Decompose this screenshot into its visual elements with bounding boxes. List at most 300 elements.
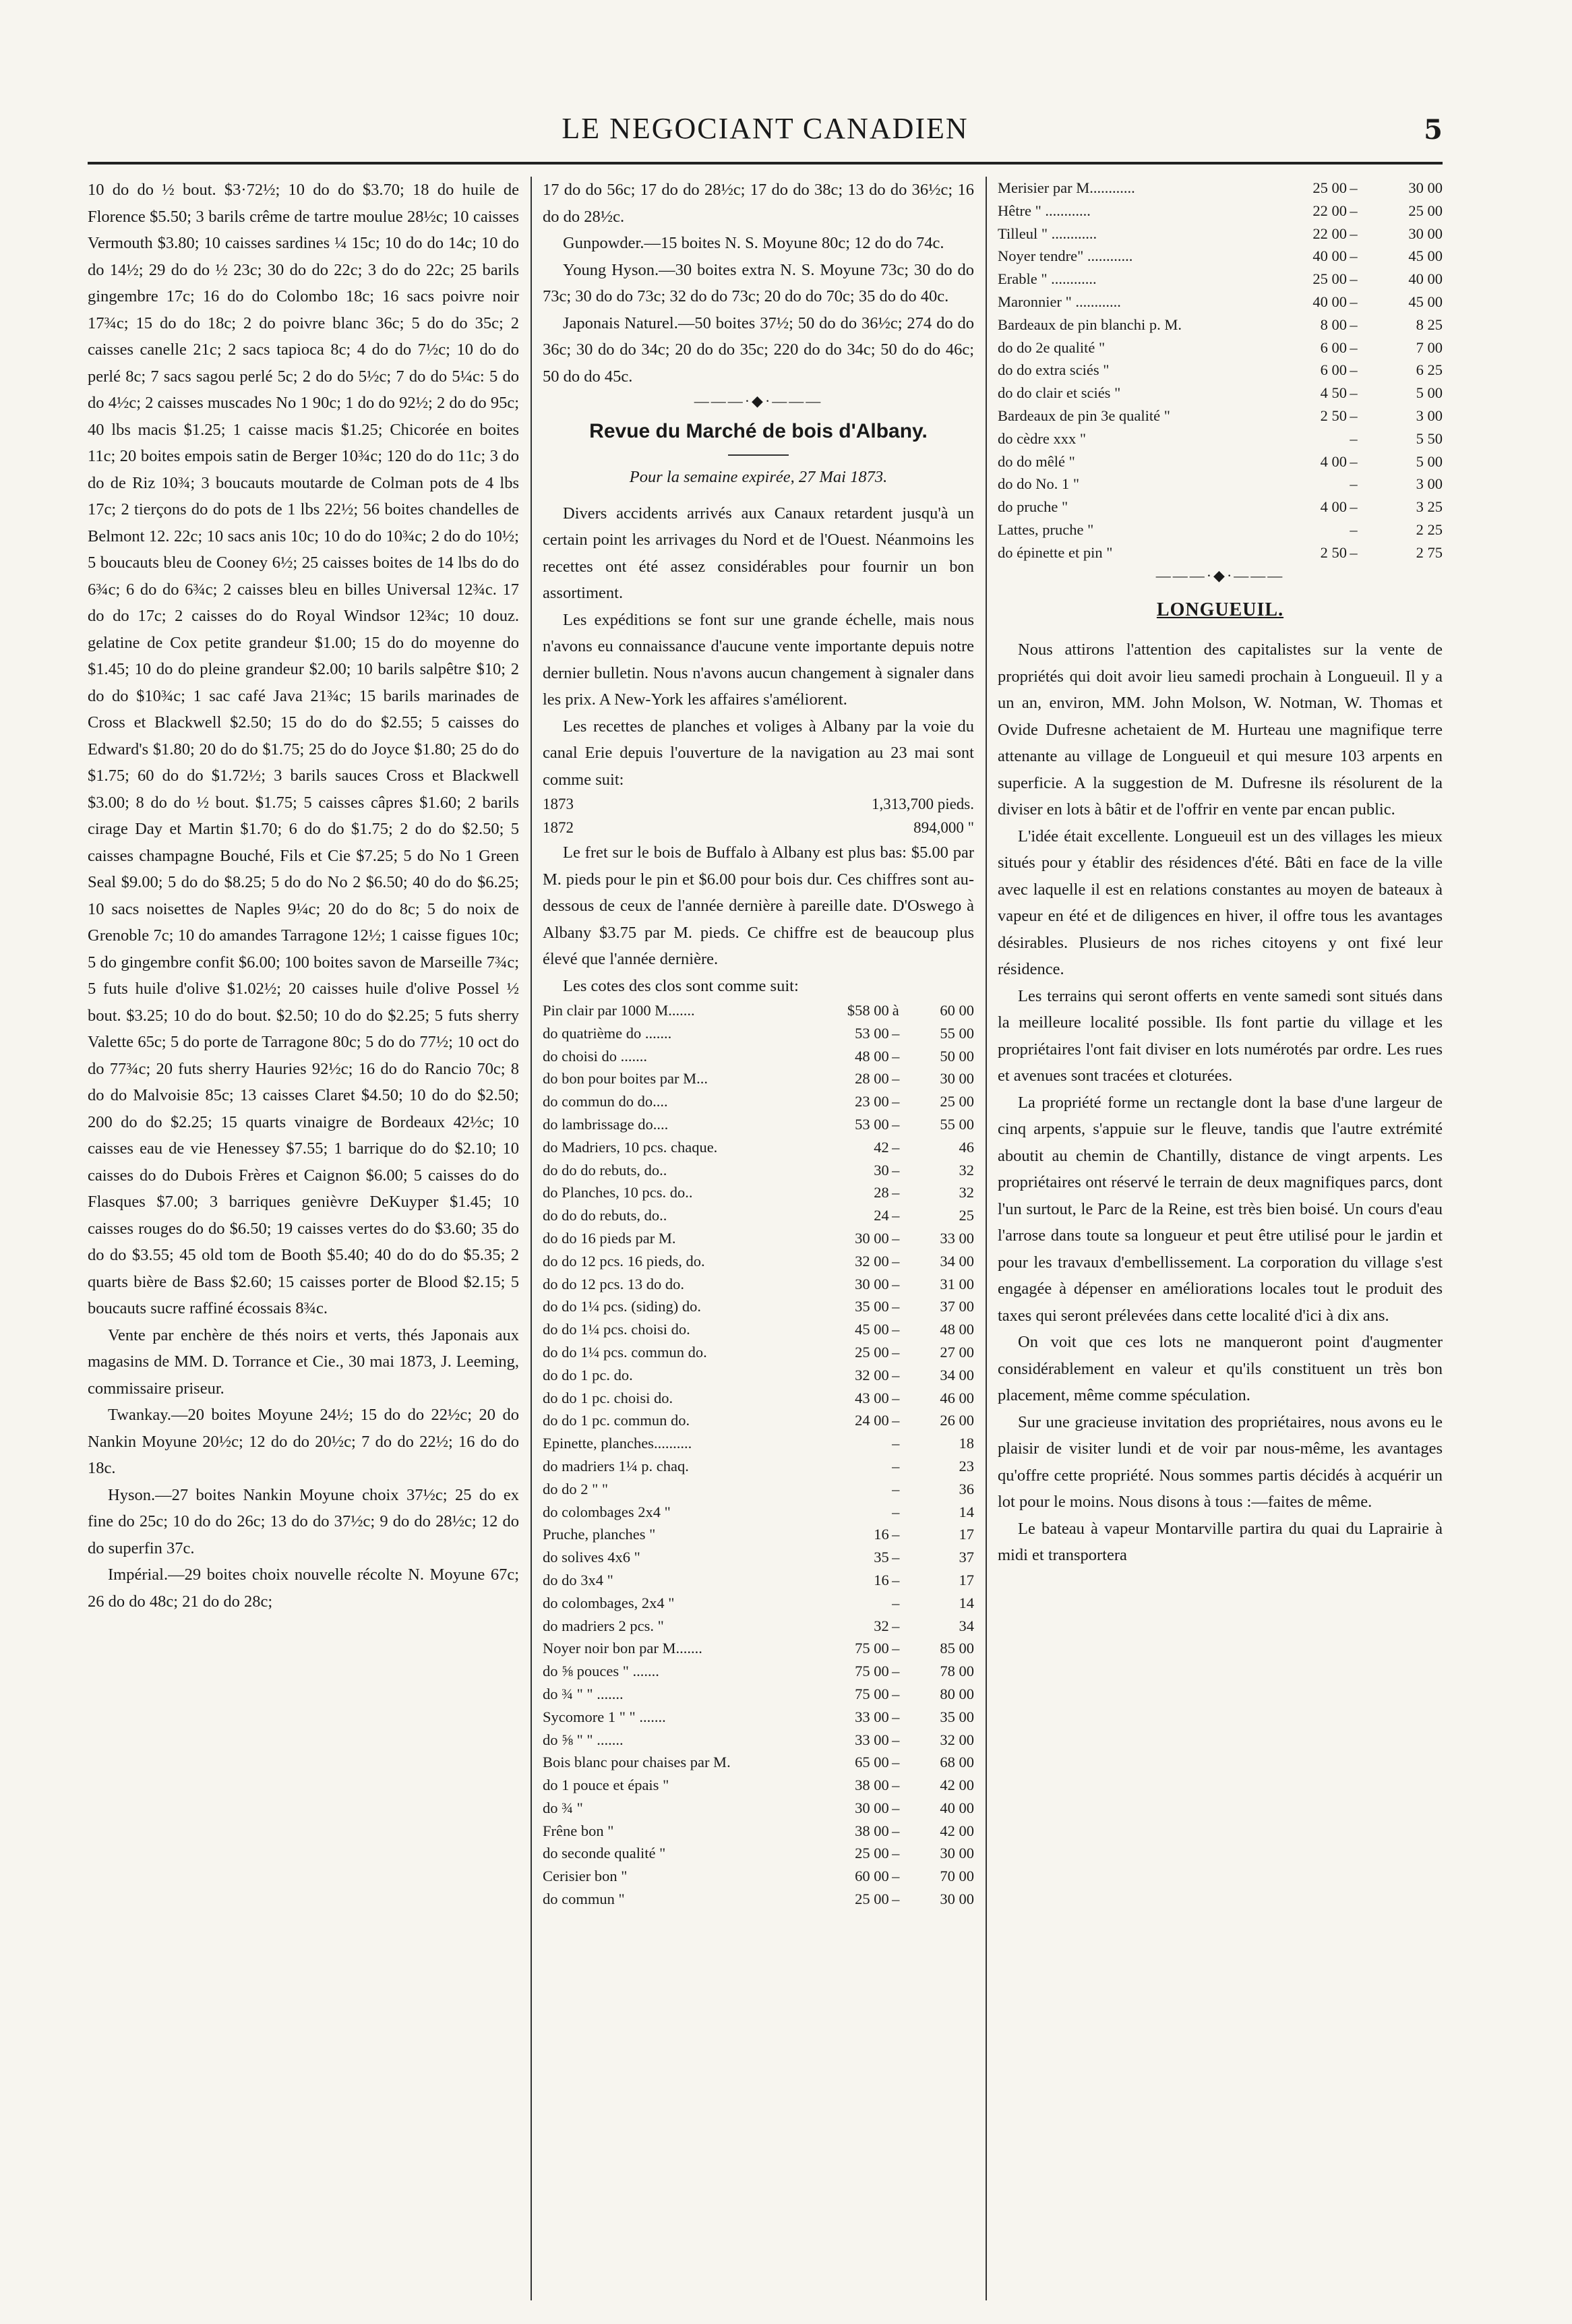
price-row bbox=[543, 1204, 974, 1227]
price-high: 17 bbox=[959, 1526, 974, 1543]
price-separator: – bbox=[892, 1526, 900, 1543]
price-high: 18 bbox=[959, 1435, 974, 1452]
price-low: 53 00 bbox=[855, 1115, 889, 1133]
price-separator: – bbox=[892, 1799, 900, 1816]
row-label: do do 1¼ pcs. commun do. bbox=[543, 1343, 707, 1361]
header-rule bbox=[88, 162, 1443, 165]
price-high: 27 00 bbox=[940, 1343, 974, 1361]
price-low: 38 00 bbox=[855, 1822, 889, 1839]
receipt-year: 1873 bbox=[543, 796, 574, 812]
price-row bbox=[543, 1045, 974, 1068]
price-row bbox=[543, 1227, 974, 1250]
row-label: Hêtre " ............ bbox=[998, 202, 1091, 219]
price-high: 40 00 bbox=[1408, 270, 1443, 288]
row-label: Lattes, pruche " bbox=[998, 520, 1094, 538]
price-separator: – bbox=[892, 1207, 900, 1224]
price-separator: – bbox=[1350, 225, 1358, 242]
row-label: do do 12 pcs. 13 do do. bbox=[543, 1275, 684, 1292]
price-separator: – bbox=[1350, 543, 1358, 561]
price-low: 65 00 bbox=[855, 1754, 889, 1771]
price-row bbox=[543, 1295, 974, 1318]
price-row bbox=[998, 518, 1443, 541]
row-label: do ⅝ " " ....... bbox=[543, 1731, 624, 1748]
price-high: 14 bbox=[959, 1594, 974, 1611]
price-separator: – bbox=[892, 1640, 900, 1657]
row-label: Maronnier " ............ bbox=[998, 293, 1121, 310]
receipt-value: 1,313,700 pieds. bbox=[871, 796, 974, 812]
price-low: 6 00 bbox=[1320, 361, 1347, 379]
paragraph: Les terrains qui seront offerts en vente samedi sont situés dans la meilleure localité possible. Ils font partie du village et les propriétaires l'ont fait diviser en lots numérotés par ordre. Les rues et avenues sont tracées et cloturées. bbox=[998, 986, 1443, 1085]
price-separator: – bbox=[892, 1389, 900, 1406]
price-separator: – bbox=[892, 1617, 900, 1634]
price-separator: – bbox=[1350, 179, 1358, 196]
price-row bbox=[543, 1637, 974, 1660]
row-label: do do 3x4 " bbox=[543, 1571, 613, 1588]
price-low: 32 00 bbox=[855, 1252, 889, 1270]
price-low: 30 bbox=[874, 1161, 889, 1179]
price-high: 25 bbox=[959, 1207, 974, 1224]
paragraph: On voit que ces lots ne manqueront point d'augmenter considérablement en valeur et qu'ils constituent un très bon placement, même comme spéculation. bbox=[998, 1333, 1443, 1405]
price-row bbox=[543, 1569, 974, 1592]
price-high: 6 25 bbox=[1416, 361, 1443, 379]
price-separator: – bbox=[892, 1343, 900, 1361]
price-separator: – bbox=[1350, 293, 1358, 310]
price-separator: – bbox=[1350, 247, 1358, 265]
price-row bbox=[543, 1683, 974, 1706]
row-label: do do 1 pc. choisi do. bbox=[543, 1389, 673, 1406]
lumber-price-table bbox=[543, 999, 974, 1911]
row-label: do do 1 pc. do. bbox=[543, 1366, 633, 1383]
row-label: do do mêlé " bbox=[998, 452, 1075, 470]
price-separator: – bbox=[892, 1890, 900, 1908]
price-row bbox=[543, 1751, 974, 1774]
paragraph: Vente par enchère de thés noirs et verts, thés Japonais aux magasins de MM. D. Torrance et Cie., 30 mai 1873, J. Leeming, commissaire priseur. bbox=[88, 1325, 519, 1398]
row-label: do colombages 2x4 " bbox=[543, 1503, 671, 1520]
paragraph: 17 do do 56c; 17 do do 28½c; 17 do do 38c; 13 do do 36½c; 16 do do 28½c. bbox=[543, 181, 974, 226]
row-label: do solives 4x6 " bbox=[543, 1549, 640, 1566]
ornament-divider: ———·◆·——— bbox=[1155, 566, 1285, 584]
price-high: 30 00 bbox=[940, 1845, 974, 1862]
row-label: Noyer tendre" ............ bbox=[998, 247, 1133, 265]
price-high: 34 bbox=[959, 1617, 974, 1634]
receipt-year: 1872 bbox=[543, 818, 574, 836]
price-low: 25 00 bbox=[855, 1845, 889, 1862]
paragraph: 10 do do ½ bout. $3·72½; 10 do do $3.70; 18 do huile de Florence $5.50; 3 barils crême de tartre moulue 28½c; 10 caisses Vermouth $3.80; 10 caisses sardines ¼ 15c; 10 do do 14c; 10 do do 14½; 29 do do ½ 23c; 30 do do 22c; 3 do do 22c; 25 barils gingembre 17c; 16 do do Colombo 18c; 16 sacs poivre noir 17¾c; 15 do do 18c; 2 do poivre blanc 36c; 5 do do 35c; 2 caisses canelle 21c; 2 sacs tapioca 8c; 4 do do 7½c; 10 do do perlé 8c; 7 sacs sagou perlé 5c; 2 do do 5½c; 7 do do 5¼c: 5 do do 4½c; 2 caisses muscades No 1 90c; 1 do do 92½; 2 do do 95c; 40 lbs macis $1.25; 1 caisse macis $1.25; Chicorée en boites 11c; 20 boites empois satin de Berger 10¾c; 120 do do 11c; 3 do do de Riz 10¾; 3 boucauts moutarde de Colman pots de 4 lbs 17c; 2 tierçons do do pots de 1 lbs 22½; 56 boites chandelles de Belmont 12. 22c; 10 sacs anis 10c; 10 do do 10¾c; 2 do do 10½; 5 boucauts bleu de Cooney 6½; 25 caisses boites de 14 lbs do do 6¾c; 6 do do 6¾c; 2 caisses bleu en billes Universal 12¾c. 17 do do 17c; 2 caisses do do Royal Windsor 12¾c; 10 douz. gelatine de Cox petite grandeur $1.00; 15 do do moyenne do $1.45; 10 do do pleine grandeur $2.00; 10 barils salpêtre $10; 2 do do $10¾c; 1 sac café Java 21¾c; 15 barils marinades de Cross et Blackwell $2.50; 15 do do do $2.55; 5 caisses do Edward's $1.80; 20 do do $1.75; 25 do do Joyce $1.80; 25 do do $1.75; 60 do do $1.72½; 3 barils sauces Cross et Blackwell $3.00; 8 do do ½ bout. $1.75; 5 caisses câpres $1.60; 2 barils cirage Day et Martin $1.70; 6 do do $1.75; 2 do do $2.50; 5 caisses champagne Bouché, Fils et Cie $7.25; 5 do No 1 Green Seal $9.00; 5 do do $8.25; 5 do do No 2 $6.50; 40 do do $6.25; 10 sacs noisettes de Naples 9¼c; 20 do do 8c; 5 do noix de Grenoble 7c; 10 do amandes Tarragone 12½; 1 caisse figues 10c; 5 do gingembre confit $6.00; 100 boites savon de Marseille 7¾c; 5 futs huile d'olive $1.02½; 20 caisses huile d'olive Possel ½ bout. $3.25; 10 do do bout. $2.50; 10 do do $2.25; 5 futs sherry Valette 65c; 5 do porte de Tarragone 80c; 5 do do 77½; 10 oct do do 77¾c; 20 futs sherry Hauries 92½c; 16 do do Rancio 70c; 8 do do Malvoisie 85c; 13 caisses Claret $4.50; 10 do do $2.50; 200 do do $2.25; 15 quarts vinaigre de Bordeaux 42½c; 10 caisses eau de vie Henessey $7.55; 1 barrique do do $2.10; 10 caisses do do Dubois Frères et Caignon $6.00; 5 caisses do do Flasques $7.00; 3 barriques genièvre DeKuyper $1.45; 10 caisses rouges do do $6.50; 19 caisses vertes do do $3.60; 35 do do do $3.55; 45 old tom de Booth $5.40; 40 do do do $5.35; 2 quarts bière de Bass $2.60; 15 caisses porter de Blood $2.15; 5 boucauts sucre raffiné écossais 8¾c. bbox=[88, 181, 519, 1317]
row-label: Erable " ............ bbox=[998, 270, 1097, 288]
price-high: 80 00 bbox=[940, 1685, 974, 1702]
row-label: do choisi do ....... bbox=[543, 1047, 647, 1065]
price-row bbox=[543, 1159, 974, 1182]
row-label: Merisier par M............ bbox=[998, 179, 1135, 196]
price-row bbox=[543, 1865, 974, 1888]
price-separator: – bbox=[1350, 361, 1358, 379]
price-separator: – bbox=[1350, 316, 1358, 333]
price-low: 25 00 bbox=[1312, 179, 1347, 196]
price-low: 40 00 bbox=[1312, 247, 1347, 265]
price-row bbox=[998, 405, 1443, 427]
price-high: 35 00 bbox=[940, 1708, 974, 1725]
price-low bbox=[1265, 473, 1347, 496]
column-3 bbox=[998, 177, 1443, 2294]
price-separator: – bbox=[892, 1366, 900, 1383]
price-high: 30 00 bbox=[1408, 179, 1443, 196]
price-low: 2 50 bbox=[1320, 407, 1347, 424]
price-low: 32 00 bbox=[855, 1366, 889, 1383]
row-label: Bois blanc pour chaises par M. bbox=[543, 1754, 731, 1771]
price-high: 7 00 bbox=[1416, 338, 1443, 356]
row-label: Sycomore 1 " " ....... bbox=[543, 1708, 666, 1725]
price-low: 40 00 bbox=[1312, 293, 1347, 310]
price-row bbox=[998, 314, 1443, 336]
price-high: 30 00 bbox=[940, 1070, 974, 1087]
price-low: 48 00 bbox=[855, 1047, 889, 1065]
receipts-table bbox=[543, 793, 974, 839]
price-row bbox=[543, 1022, 974, 1045]
price-row bbox=[543, 1888, 974, 1911]
paragraph: La propriété forme un rectangle dont la base d'une largeur de cinq arpents, s'appuie sur le fleuve, tandis que l'autre extrémité aboutit au chemin de Chantilly, distance de vingt arpents. Les propriétaires ont réservé le terrain de deux magnifiques parcs, dont l'un surtout, le Parc de la Reine, est très bien boisé. Un cours d'eau l'arrose dans toute sa longueur et peut être utilisé pour le jardin et pour les travaux d'embellissement. La corporation du village s'est engagée à dépenser en améliorations locales tout le produit des taxes qui seront prélevées dans cette localité d'ici à dix ans. bbox=[998, 1093, 1443, 1325]
row-label: do pruche " bbox=[998, 498, 1068, 516]
row-label: do do 2e qualité " bbox=[998, 338, 1106, 356]
price-high: 32 bbox=[959, 1161, 974, 1179]
price-low: 28 bbox=[874, 1184, 889, 1201]
paragraph: Le bateau à vapeur Montarville partira du quai du Laprairie à midi et transportera bbox=[998, 1519, 1443, 1565]
price-separator: – bbox=[892, 1549, 900, 1566]
price-row bbox=[543, 1729, 974, 1752]
paragraph: Impérial.—29 boites choix nouvelle récolte N. Moyune 67c; 26 do do 48c; 21 do do 28c; bbox=[88, 1566, 519, 1611]
price-high: 37 bbox=[959, 1549, 974, 1566]
price-row bbox=[998, 245, 1443, 268]
row-label: do cèdre xxx " bbox=[998, 429, 1087, 447]
price-high: 34 00 bbox=[940, 1366, 974, 1383]
paragraph: Young Hyson.—30 boites extra N. S. Moyune 73c; 30 do do 73c; 30 do do 73c; 32 do do 73c; 20 do do 70c; 35 do do 40c. bbox=[543, 260, 974, 305]
price-low: 45 00 bbox=[855, 1321, 889, 1338]
price-row bbox=[998, 336, 1443, 359]
price-low: $58 00 bbox=[847, 1002, 889, 1019]
price-low: 16 bbox=[874, 1571, 889, 1588]
price-low: 6 00 bbox=[1320, 338, 1347, 356]
price-high: 3 00 bbox=[1416, 475, 1443, 493]
row-label: do Planches, 10 pcs. do.. bbox=[543, 1184, 693, 1201]
row-label: Pin clair par 1000 M....... bbox=[543, 1002, 695, 1019]
paragraph: Le fret sur le bois de Buffalo à Albany est plus bas: $5.00 par M. pieds pour le pin et $6.00 pour bois dur. Ces chiffres sont au-dessous de ceux de l'année dernière à pareille date. D'Oswego à Albany $3.75 par M. pieds. Ce chiffre est de beaucoup plus élevé que l'année dernière. bbox=[543, 843, 974, 968]
price-row bbox=[543, 1774, 974, 1797]
page-header bbox=[88, 111, 1443, 152]
price-low bbox=[1265, 427, 1347, 450]
row-label: Bardeaux de pin blanchi p. M. bbox=[998, 316, 1182, 333]
price-row bbox=[543, 1113, 974, 1136]
price-row bbox=[543, 1615, 974, 1638]
price-high: 32 00 bbox=[940, 1731, 974, 1748]
price-high: 78 00 bbox=[940, 1663, 974, 1680]
price-low: 4 00 bbox=[1320, 452, 1347, 470]
column-1 bbox=[88, 177, 519, 2294]
row-label: do quatrième do ....... bbox=[543, 1024, 672, 1042]
paragraph: Japonais Naturel.—50 boites 37½; 50 do do 36½c; 274 do do 36c; 30 do do 34c; 20 do do 35c; 220 do do 34c; 50 do do 46c; 50 do do 45c. bbox=[543, 314, 974, 386]
price-high: 14 bbox=[959, 1503, 974, 1520]
price-separator: – bbox=[892, 1845, 900, 1862]
price-row bbox=[543, 1455, 974, 1478]
price-low bbox=[802, 1478, 889, 1501]
row-label: do bon pour boites par M... bbox=[543, 1070, 708, 1087]
price-separator: – bbox=[892, 1457, 900, 1474]
price-separator: – bbox=[892, 1229, 900, 1247]
price-low: 28 00 bbox=[855, 1070, 889, 1087]
price-separator: – bbox=[892, 1731, 900, 1748]
price-row bbox=[543, 1364, 974, 1387]
date-line: Pour la semaine expirée, 27 Mai 1873. bbox=[629, 468, 888, 486]
price-separator: – bbox=[1350, 270, 1358, 288]
receipt-row bbox=[543, 816, 974, 840]
price-separator: – bbox=[1350, 475, 1358, 493]
paragraph: Twankay.—20 boites Moyune 24½; 15 do do 22½c; 20 do Nankin Moyune 20½c; 12 do do 20½c; 7 do do 22½; 16 do do 18c. bbox=[88, 1406, 519, 1477]
price-separator: – bbox=[1350, 452, 1358, 470]
row-label: do do 2 " " bbox=[543, 1480, 609, 1497]
price-row bbox=[998, 268, 1443, 291]
price-row bbox=[543, 1820, 974, 1843]
price-high: 30 00 bbox=[940, 1890, 974, 1908]
row-label: do do do rebuts, do.. bbox=[543, 1161, 667, 1179]
price-separator: – bbox=[892, 1594, 900, 1611]
price-row bbox=[543, 1432, 974, 1455]
price-low bbox=[802, 1501, 889, 1524]
price-high: 25 00 bbox=[1408, 202, 1443, 219]
price-row bbox=[543, 1660, 974, 1683]
paragraph: Nous attirons l'attention des capitalistes sur la vente de propriétés qui doit avoir lieu samedi prochain à Longueuil. Il y a un an, environ, MM. John Molson, W. Notman, W. Thomas et Ovide Dufresne achetaient de M. Hurteau une magnifique terre attenante au village de Longueuil et qui mesure 103 arpents en superficie. A la suggestion de M. Dufresne ils résolurent de la diviser en lots à bâtir et de l'offrir en vente par encan public. bbox=[998, 640, 1443, 819]
price-row bbox=[543, 1341, 974, 1364]
price-low: 75 00 bbox=[855, 1640, 889, 1657]
paragraph: Les expéditions se font sur une grande échelle, mais nous n'avons eu connaissance d'aucune vente importante depuis notre dernier bulletin. Nous n'avons aucun changement à signaler dans les prix. A New-York les affaires s'améliorent. bbox=[543, 610, 974, 709]
row-label: do ¾ " " ....... bbox=[543, 1685, 624, 1702]
price-row bbox=[543, 1409, 974, 1432]
price-row bbox=[543, 1546, 974, 1569]
price-low bbox=[1265, 518, 1347, 541]
price-low: 75 00 bbox=[855, 1663, 889, 1680]
price-row bbox=[543, 1181, 974, 1204]
page-number: 5 bbox=[1424, 114, 1443, 146]
price-low: 35 bbox=[874, 1549, 889, 1566]
price-high: 3 25 bbox=[1416, 498, 1443, 516]
row-label: Bardeaux de pin 3e qualité " bbox=[998, 407, 1170, 424]
price-high: 5 50 bbox=[1416, 429, 1443, 447]
row-label: do épinette et pin " bbox=[998, 543, 1113, 561]
price-row bbox=[543, 1592, 974, 1615]
row-label: do ⅝ pouces " ....... bbox=[543, 1663, 659, 1680]
row-label: do do do rebuts, do.. bbox=[543, 1207, 667, 1224]
price-separator: – bbox=[892, 1184, 900, 1201]
price-high: 60 00 bbox=[940, 1002, 974, 1019]
price-low: 24 00 bbox=[855, 1412, 889, 1429]
price-high: 40 00 bbox=[940, 1799, 974, 1816]
price-high: 2 75 bbox=[1416, 543, 1443, 561]
price-separator: – bbox=[1350, 520, 1358, 538]
price-row bbox=[543, 1067, 974, 1090]
price-low: 53 00 bbox=[855, 1024, 889, 1042]
price-separator: – bbox=[892, 1298, 900, 1315]
price-high: 31 00 bbox=[940, 1275, 974, 1292]
price-high: 2 25 bbox=[1416, 520, 1443, 538]
price-high: 68 00 bbox=[940, 1754, 974, 1771]
price-row bbox=[543, 1706, 974, 1729]
row-label: do madriers 2 pcs. " bbox=[543, 1617, 664, 1634]
price-high: 3 00 bbox=[1416, 407, 1443, 424]
row-label: Tilleul " ............ bbox=[998, 225, 1097, 242]
row-label: Noyer noir bon par M....... bbox=[543, 1640, 702, 1657]
price-high: 23 bbox=[959, 1457, 974, 1474]
price-separator: – bbox=[892, 1412, 900, 1429]
price-row bbox=[543, 1501, 974, 1524]
price-separator: – bbox=[892, 1275, 900, 1292]
price-low: 75 00 bbox=[855, 1685, 889, 1702]
paragraph: Divers accidents arrivés aux Canaux retardent jusqu'à un certain point les arrivages du Nord et de l'Ouest. Néanmoins les recettes ont été assez considérables pour fournir un bon assortiment. bbox=[543, 504, 974, 602]
price-separator: – bbox=[892, 1070, 900, 1087]
price-high: 42 00 bbox=[940, 1777, 974, 1794]
price-low: 22 00 bbox=[1312, 202, 1347, 219]
price-low: 23 00 bbox=[855, 1093, 889, 1110]
price-high: 50 00 bbox=[940, 1047, 974, 1065]
price-row bbox=[543, 1318, 974, 1341]
price-separator: – bbox=[892, 1047, 900, 1065]
price-low: 25 00 bbox=[855, 1890, 889, 1908]
newspaper-title: LE NEGOCIANT CANADIEN bbox=[562, 112, 969, 145]
price-low: 30 00 bbox=[855, 1275, 889, 1292]
price-low: 43 00 bbox=[855, 1389, 889, 1406]
price-separator: – bbox=[1350, 202, 1358, 219]
price-high: 70 00 bbox=[940, 1868, 974, 1885]
price-separator: – bbox=[892, 1777, 900, 1794]
price-row bbox=[543, 999, 974, 1022]
row-label: Cerisier bon " bbox=[543, 1868, 628, 1885]
price-high: 85 00 bbox=[940, 1640, 974, 1657]
price-high: 46 00 bbox=[940, 1389, 974, 1406]
price-high: 17 bbox=[959, 1571, 974, 1588]
price-separator: – bbox=[1350, 384, 1358, 402]
price-row bbox=[543, 1797, 974, 1820]
price-separator: – bbox=[892, 1093, 900, 1110]
price-high: 45 00 bbox=[1408, 293, 1443, 310]
price-row bbox=[543, 1273, 974, 1296]
row-label: Epinette, planches.......... bbox=[543, 1435, 692, 1452]
section-title: Revue du Marché de bois d'Albany. bbox=[589, 420, 928, 442]
price-separator: – bbox=[892, 1822, 900, 1839]
price-low: 33 00 bbox=[855, 1708, 889, 1725]
price-high: 37 00 bbox=[940, 1298, 974, 1315]
price-row bbox=[543, 1478, 974, 1501]
price-separator: à bbox=[892, 1002, 899, 1019]
price-low: 32 bbox=[874, 1617, 889, 1634]
price-separator: – bbox=[1350, 498, 1358, 516]
price-separator: – bbox=[892, 1321, 900, 1338]
price-separator: – bbox=[1350, 407, 1358, 424]
price-separator: – bbox=[892, 1024, 900, 1042]
price-row bbox=[543, 1136, 974, 1159]
price-low bbox=[802, 1432, 889, 1455]
ornament-divider: ———·◆·——— bbox=[694, 392, 823, 409]
section-title: LONGUEUIL. bbox=[1156, 599, 1284, 620]
price-high: 55 00 bbox=[940, 1024, 974, 1042]
price-row bbox=[543, 1090, 974, 1113]
price-row bbox=[998, 541, 1443, 564]
column-divider bbox=[986, 177, 987, 2300]
lumber-price-table-continued bbox=[998, 177, 1443, 564]
price-high: 5 00 bbox=[1416, 452, 1443, 470]
price-high: 30 00 bbox=[1408, 225, 1443, 242]
price-high: 48 00 bbox=[940, 1321, 974, 1338]
price-row bbox=[998, 177, 1443, 200]
price-separator: – bbox=[892, 1161, 900, 1179]
price-row bbox=[998, 291, 1443, 314]
price-low bbox=[802, 1455, 889, 1478]
price-low: 42 bbox=[874, 1138, 889, 1156]
row-label: do ¾ " bbox=[543, 1799, 583, 1816]
row-label: do lambrissage do.... bbox=[543, 1115, 669, 1133]
price-high: 33 00 bbox=[940, 1229, 974, 1247]
row-label: do madriers 1¼ p. chaq. bbox=[543, 1457, 689, 1474]
price-separator: – bbox=[892, 1435, 900, 1452]
price-high: 32 bbox=[959, 1184, 974, 1201]
price-high: 45 00 bbox=[1408, 247, 1443, 265]
row-label: do do 12 pcs. 16 pieds, do. bbox=[543, 1252, 705, 1270]
price-high: 46 bbox=[959, 1138, 974, 1156]
price-separator: – bbox=[892, 1252, 900, 1270]
price-low: 16 bbox=[874, 1526, 889, 1543]
paragraph: Sur une gracieuse invitation des propriétaires, nous avons eu le plaisir de visiter lundi et de voir par nous-même, les avantages qu'offre cette propriété. Nous sommes partis décidés à acquérir un lot pour le moins. Nous disons à tous :—faites de même. bbox=[998, 1412, 1443, 1512]
row-label: Frêne bon " bbox=[543, 1822, 614, 1839]
price-high: 36 bbox=[959, 1480, 974, 1497]
price-low bbox=[802, 1592, 889, 1615]
price-separator: – bbox=[892, 1868, 900, 1885]
price-high: 55 00 bbox=[940, 1115, 974, 1133]
price-separator: – bbox=[892, 1571, 900, 1588]
price-row bbox=[998, 473, 1443, 496]
price-low: 38 00 bbox=[855, 1777, 889, 1794]
price-high: 8 25 bbox=[1416, 316, 1443, 333]
price-separator: – bbox=[892, 1138, 900, 1156]
price-row bbox=[998, 200, 1443, 222]
price-separator: – bbox=[1350, 338, 1358, 356]
price-row bbox=[543, 1387, 974, 1410]
price-low: 30 00 bbox=[855, 1799, 889, 1816]
row-label: do Madriers, 10 pcs. chaque. bbox=[543, 1138, 718, 1156]
price-row bbox=[998, 496, 1443, 518]
paragraph: Hyson.—27 boites Nankin Moyune choix 37½c; 25 do ex fine do 25c; 10 do do 26c; 13 do do 37½c; 9 do do 28½c; 12 do do superfin 37c. bbox=[88, 1485, 519, 1557]
price-low: 8 00 bbox=[1320, 316, 1347, 333]
divider bbox=[728, 454, 789, 456]
price-high: 34 00 bbox=[940, 1252, 974, 1270]
row-label: do do 1¼ pcs. choisi do. bbox=[543, 1321, 690, 1338]
price-low: 2 50 bbox=[1320, 543, 1347, 561]
price-row bbox=[998, 222, 1443, 245]
price-separator: – bbox=[1350, 429, 1358, 447]
price-low: 25 00 bbox=[1312, 270, 1347, 288]
row-label: do commun " bbox=[543, 1890, 625, 1908]
price-row bbox=[543, 1842, 974, 1865]
row-label: do do 1 pc. commun do. bbox=[543, 1412, 690, 1429]
price-separator: – bbox=[892, 1503, 900, 1520]
price-row bbox=[543, 1523, 974, 1546]
price-separator: – bbox=[892, 1663, 900, 1680]
row-label: Pruche, planches " bbox=[543, 1526, 656, 1543]
price-row bbox=[998, 427, 1443, 450]
price-low: 35 00 bbox=[855, 1298, 889, 1315]
price-separator: – bbox=[892, 1685, 900, 1702]
row-label: do do No. 1 " bbox=[998, 475, 1080, 493]
price-separator: – bbox=[892, 1754, 900, 1771]
price-low: 22 00 bbox=[1312, 225, 1347, 242]
price-low: 60 00 bbox=[855, 1868, 889, 1885]
column-divider bbox=[531, 177, 532, 2300]
row-label: do do 16 pieds par M. bbox=[543, 1229, 676, 1247]
column-2 bbox=[543, 177, 974, 2294]
